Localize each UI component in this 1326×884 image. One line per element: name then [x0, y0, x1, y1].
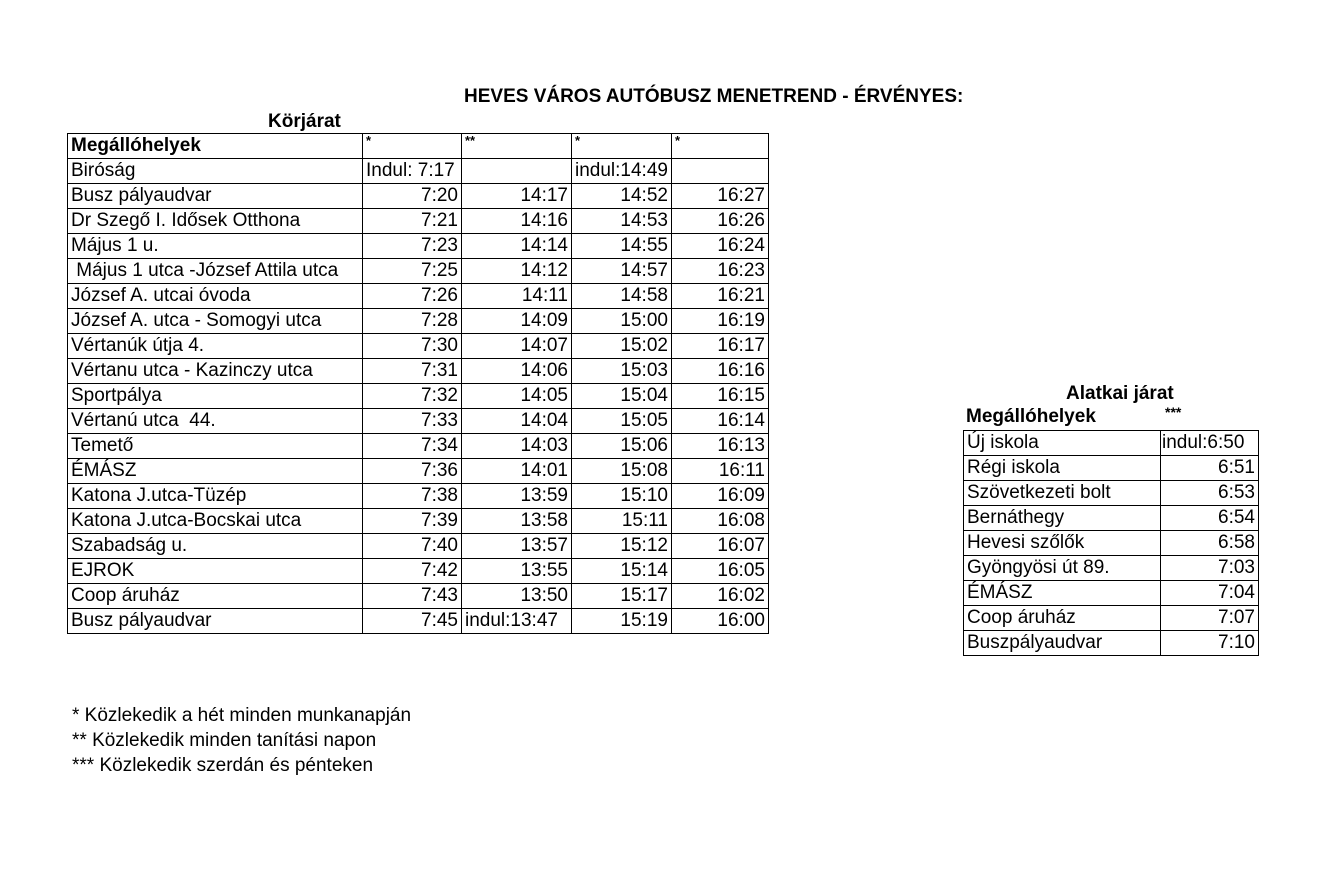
departure-time-cell: 7:31	[363, 359, 462, 384]
stop-name-cell: Sportpálya	[68, 384, 363, 409]
korjarat-title: Körjárat	[268, 111, 341, 132]
departure-time-cell: 16:17	[671, 334, 768, 359]
stop-name-cell: Vértanú utca 44.	[68, 409, 363, 434]
stop-name-cell: Busz pályaudvar	[68, 609, 363, 634]
stop-name-cell: Május 1 u.	[68, 234, 363, 259]
alatkai-header-label: Megállóhelyek	[966, 406, 1096, 427]
stop-name-cell: Busz pályaudvar	[68, 184, 363, 209]
departure-time-cell: 14:58	[572, 284, 672, 309]
stop-name-cell: Régi iskola	[964, 456, 1161, 481]
departure-time-cell: 14:09	[462, 309, 572, 334]
stop-name-cell: Szabadság u.	[68, 534, 363, 559]
table-row	[68, 534, 769, 559]
departure-time-cell: 14:16	[462, 209, 572, 234]
departure-time-cell: 16:15	[671, 384, 768, 409]
column-header-mark: *	[363, 134, 462, 159]
stop-name-cell: Új iskola	[964, 431, 1161, 456]
departure-time-cell: 14:01	[462, 459, 572, 484]
departure-time-cell: 16:24	[671, 234, 768, 259]
stop-name-cell: ÉMÁSZ	[68, 459, 363, 484]
departure-time-cell: indul:13:47	[462, 609, 572, 634]
table-row	[68, 259, 769, 284]
departure-time-cell: 13:57	[462, 534, 572, 559]
departure-time-cell: 15:14	[572, 559, 672, 584]
table-row	[68, 234, 769, 259]
departure-time-cell: 16:13	[671, 434, 768, 459]
departure-time-cell: 16:26	[671, 209, 768, 234]
departure-time-cell: 7:07	[1161, 606, 1259, 631]
departure-time-cell: 15:08	[572, 459, 672, 484]
departure-time-cell: 7:21	[363, 209, 462, 234]
stop-name-cell: Buszpályaudvar	[964, 631, 1161, 656]
page-title: HEVES VÁROS AUTÓBUSZ MENETREND - ÉRVÉNYES:	[464, 86, 964, 107]
stop-name-cell: Katona J.utca-Tüzép	[68, 484, 363, 509]
departure-time-cell: 13:58	[462, 509, 572, 534]
departure-time-cell: 7:34	[363, 434, 462, 459]
footnote: *** Közlekedik szerdán és pénteken	[72, 755, 374, 776]
stop-name-cell: Temető	[68, 434, 363, 459]
table-row	[964, 531, 1259, 556]
departure-time-cell: 7:10	[1161, 631, 1259, 656]
stop-name-cell: József A. utcai óvoda	[68, 284, 363, 309]
stop-name-cell: Coop áruház	[68, 584, 363, 609]
stop-name-cell: Hevesi szőlők	[964, 531, 1161, 556]
stop-name-cell: Vértanu utca - Kazinczy utca	[68, 359, 363, 384]
korjarat-timetable	[67, 133, 769, 634]
departure-time-cell: 6:51	[1161, 456, 1259, 481]
departure-time-cell: indul:6:50	[1161, 431, 1259, 456]
stop-name-cell: Dr Szegő I. Idősek Otthona	[68, 209, 363, 234]
footnote: * Közlekedik a hét minden munkanapján	[72, 705, 412, 726]
alatkai-header-mark: ***	[1165, 404, 1182, 420]
departure-time-cell: 7:28	[363, 309, 462, 334]
alatkai-timetable	[963, 430, 1259, 656]
departure-time-cell: 14:05	[462, 384, 572, 409]
departure-time-cell	[462, 159, 572, 184]
departure-time-cell: 15:11	[572, 509, 672, 534]
departure-time-cell: 14:14	[462, 234, 572, 259]
alatkai-header	[966, 404, 1182, 428]
departure-time-cell: 16:11	[671, 459, 768, 484]
departure-time-cell: 14:11	[462, 284, 572, 309]
column-header-mark: *	[572, 134, 672, 159]
departure-time-cell: 7:39	[363, 509, 462, 534]
departure-time-cell: 7:42	[363, 559, 462, 584]
departure-time-cell: 16:19	[671, 309, 768, 334]
table-row	[964, 581, 1259, 606]
stop-name-cell: Biróság	[68, 159, 363, 184]
departure-time-cell: 7:04	[1161, 581, 1259, 606]
departure-time-cell: 6:58	[1161, 531, 1259, 556]
stop-name-cell: Vértanúk útja 4.	[68, 334, 363, 359]
departure-time-cell: 7:33	[363, 409, 462, 434]
departure-time-cell: 14:03	[462, 434, 572, 459]
column-header-mark: **	[462, 134, 572, 159]
stop-name-cell: Gyöngyösi út 89.	[964, 556, 1161, 581]
table-row	[68, 509, 769, 534]
stop-name-cell: Május 1 utca -József Attila utca	[68, 259, 363, 284]
table-row	[964, 456, 1259, 481]
departure-time-cell: 14:04	[462, 409, 572, 434]
departure-time-cell: 16:00	[671, 609, 768, 634]
departure-time-cell: 15:03	[572, 359, 672, 384]
departure-time-cell: 13:59	[462, 484, 572, 509]
departure-time-cell: 7:43	[363, 584, 462, 609]
departure-time-cell: 7:32	[363, 384, 462, 409]
departure-time-cell: indul:14:49	[572, 159, 672, 184]
departure-time-cell: 15:17	[572, 584, 672, 609]
stop-name-cell: Bernáthegy	[964, 506, 1161, 531]
table-row	[68, 359, 769, 384]
table-row	[68, 159, 769, 184]
table-row	[68, 584, 769, 609]
table-row	[68, 559, 769, 584]
departure-time-cell: Indul: 7:17	[363, 159, 462, 184]
departure-time-cell: 13:55	[462, 559, 572, 584]
departure-time-cell: 16:02	[671, 584, 768, 609]
column-header-stops: Megállóhelyek	[68, 134, 363, 159]
departure-time-cell: 14:12	[462, 259, 572, 284]
table-row	[964, 431, 1259, 456]
table-row	[964, 481, 1259, 506]
footnotes	[72, 703, 411, 778]
table-row	[964, 631, 1259, 656]
departure-time-cell: 7:36	[363, 459, 462, 484]
stop-name-cell: József A. utca - Somogyi utca	[68, 309, 363, 334]
table-row	[68, 434, 769, 459]
table-row	[964, 606, 1259, 631]
departure-time-cell: 16:27	[671, 184, 768, 209]
table-row	[68, 209, 769, 234]
departure-time-cell: 7:45	[363, 609, 462, 634]
departure-time-cell: 14:07	[462, 334, 572, 359]
table-header-row	[68, 134, 769, 159]
departure-time-cell: 7:26	[363, 284, 462, 309]
table-row	[68, 459, 769, 484]
departure-time-cell: 16:07	[671, 534, 768, 559]
table-row	[68, 409, 769, 434]
departure-time-cell: 15:06	[572, 434, 672, 459]
departure-time-cell: 15:05	[572, 409, 672, 434]
departure-time-cell: 15:12	[572, 534, 672, 559]
column-header-mark: *	[671, 134, 768, 159]
table-row	[68, 609, 769, 634]
stop-name-cell: Katona J.utca-Bocskai utca	[68, 509, 363, 534]
departure-time-cell: 7:30	[363, 334, 462, 359]
departure-time-cell: 14:06	[462, 359, 572, 384]
departure-time-cell: 16:08	[671, 509, 768, 534]
departure-time-cell: 16:23	[671, 259, 768, 284]
table-row	[68, 309, 769, 334]
stop-name-cell: EJROK	[68, 559, 363, 584]
stop-name-cell: ÉMÁSZ	[964, 581, 1161, 606]
table-row	[964, 506, 1259, 531]
departure-time-cell: 14:57	[572, 259, 672, 284]
departure-time-cell: 16:05	[671, 559, 768, 584]
departure-time-cell: 16:21	[671, 284, 768, 309]
departure-time-cell: 7:25	[363, 259, 462, 284]
departure-time-cell: 7:40	[363, 534, 462, 559]
departure-time-cell: 15:10	[572, 484, 672, 509]
footnote: ** Közlekedik minden tanítási napon	[72, 730, 377, 751]
departure-time-cell: 15:19	[572, 609, 672, 634]
departure-time-cell: 6:54	[1161, 506, 1259, 531]
departure-time-cell	[671, 159, 768, 184]
table-row	[68, 384, 769, 409]
departure-time-cell: 15:00	[572, 309, 672, 334]
departure-time-cell: 15:04	[572, 384, 672, 409]
departure-time-cell: 15:02	[572, 334, 672, 359]
departure-time-cell: 16:09	[671, 484, 768, 509]
departure-time-cell: 7:23	[363, 234, 462, 259]
departure-time-cell: 14:53	[572, 209, 672, 234]
stop-name-cell: Szövetkezeti bolt	[964, 481, 1161, 506]
table-row	[68, 284, 769, 309]
alatkai-title: Alatkai járat	[1066, 383, 1174, 404]
departure-time-cell: 16:16	[671, 359, 768, 384]
departure-time-cell: 14:52	[572, 184, 672, 209]
departure-time-cell: 14:17	[462, 184, 572, 209]
table-row	[964, 556, 1259, 581]
departure-time-cell: 7:20	[363, 184, 462, 209]
departure-time-cell: 7:03	[1161, 556, 1259, 581]
departure-time-cell: 7:38	[363, 484, 462, 509]
stop-name-cell: Coop áruház	[964, 606, 1161, 631]
table-row	[68, 184, 769, 209]
table-row	[68, 484, 769, 509]
departure-time-cell: 14:55	[572, 234, 672, 259]
departure-time-cell: 16:14	[671, 409, 768, 434]
table-row	[68, 334, 769, 359]
departure-time-cell: 6:53	[1161, 481, 1259, 506]
departure-time-cell: 13:50	[462, 584, 572, 609]
